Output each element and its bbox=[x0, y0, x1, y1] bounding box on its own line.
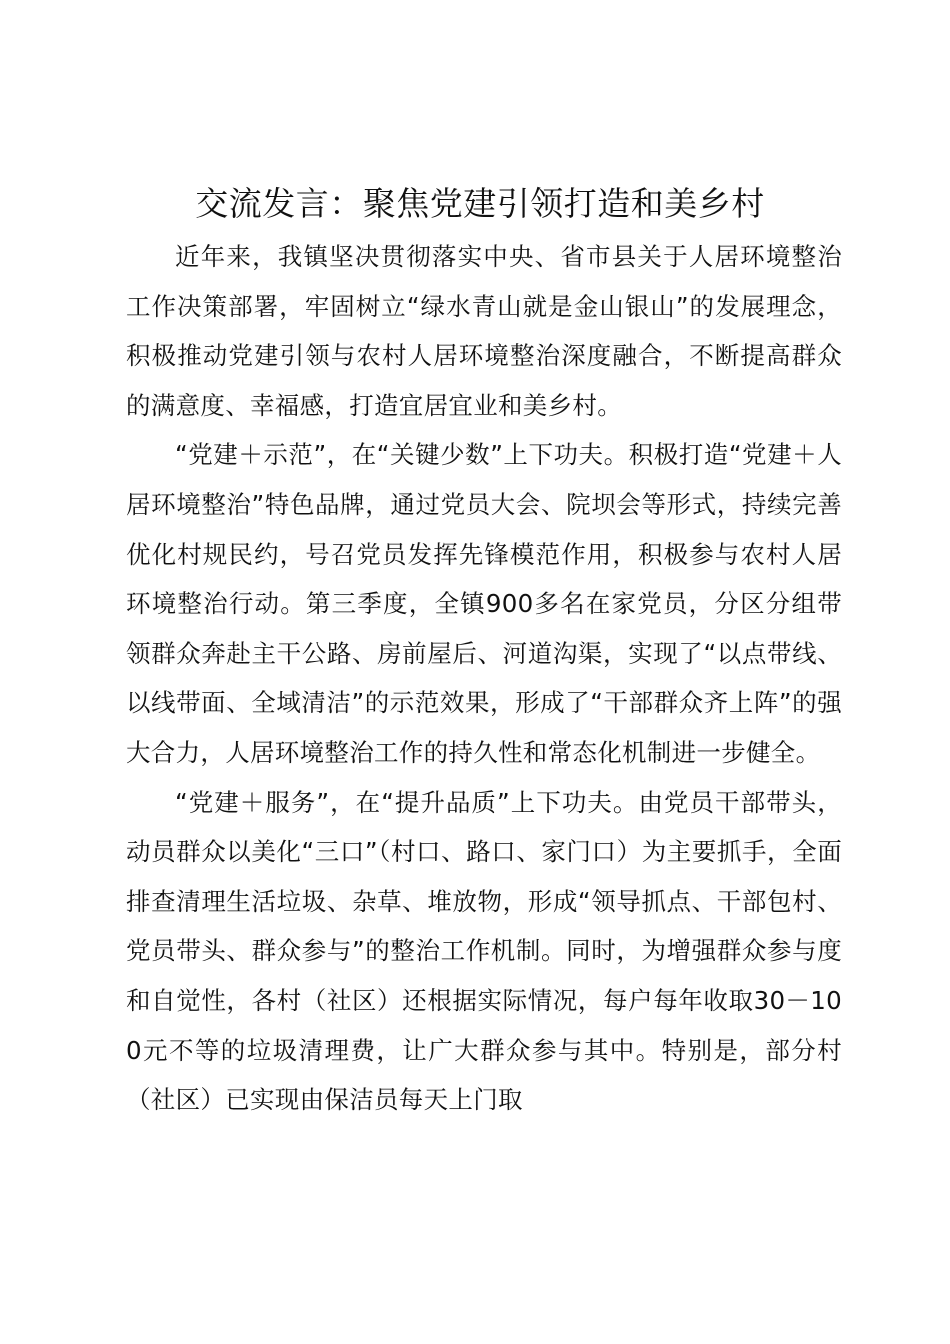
paragraph-intro: 近年来，我镇坚决贯彻落实中央、省市县关于人居环境整治工作决策部署，牢固树立“绿水青山就是金山银山”的发展理念，积极推动党建引领与农村人居环境整治深度融合，不断提高群众的满意度、幸福感，打造宜居宜业和美乡村。 bbox=[126, 242, 842, 420]
document-body bbox=[126, 232, 842, 1125]
paragraph-party-service: “党建＋服务”，在“提升品质”上下功夫。由党员干部带头，动员群众以美化“三口”（村口、路口、家门口）为主要抓手，全面排查清理生活垃圾、杂草、堆放物，形成“领导抓点、干部包村、党员带头、群众参与”的整治工作机制。同时，为增强群众参与度和自觉性，各村（社区）还根据实际情况，每户每年收取30－100元不等的垃圾清理费，让广大群众参与其中。特别是，部分村（社区）已实现由保洁员每天上门取 bbox=[126, 787, 842, 1115]
document-title: 交流发言：聚焦党建引领打造和美乡村 bbox=[195, 184, 765, 223]
paragraph-party-demonstration: “党建＋示范”，在“关键少数”上下功夫。积极打造“党建＋人居环境整治”特色品牌，通过党员大会、院坝会等形式，持续完善优化村规民约，号召党员发挥先锋模范作用，积极参与农村人居环境整治行动。第三季度，全镇900多名在家党员，分区分组带领群众奔赴主干公路、房前屋后、河道沟渠，实现了“以点带线、以线带面、全域清洁”的示范效果，形成了“干部群众齐上阵”的强大合力，人居环境整治工作的持久性和常态化机制进一步健全。 bbox=[126, 440, 842, 767]
